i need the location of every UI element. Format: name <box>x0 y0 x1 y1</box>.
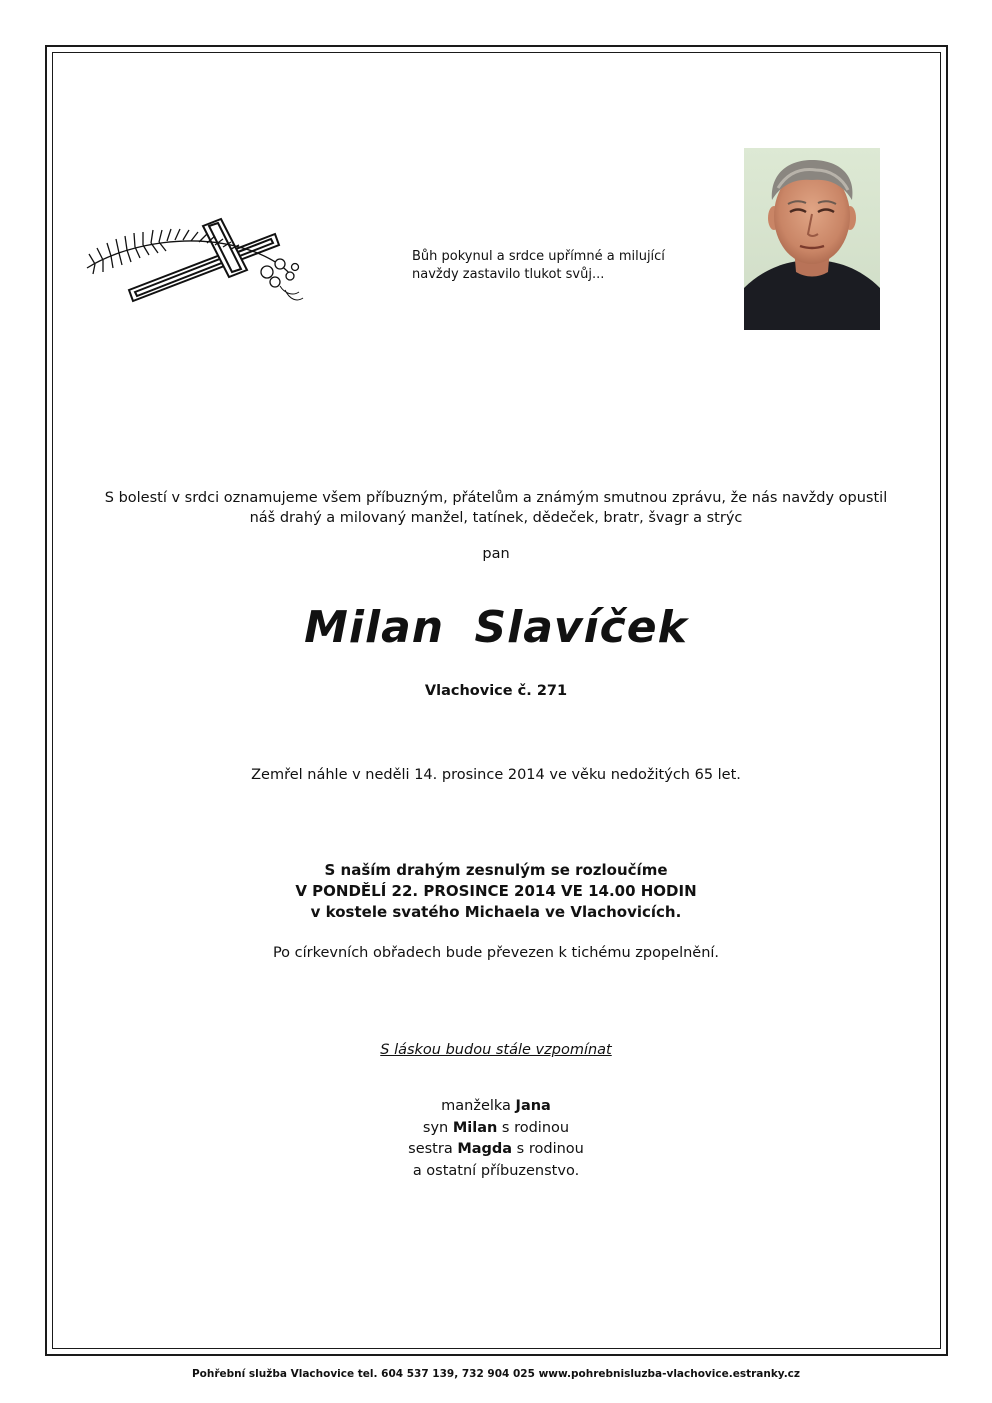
honorific: pan <box>482 546 510 562</box>
announcement-line-1: S bolestí v srdci oznamujeme všem příbuzným, přátelům a známým smutnou zprávu, že nás navždy opustil <box>104 490 888 506</box>
mourner-relation: manželka <box>441 1098 516 1114</box>
mourners-list <box>60 1096 932 1182</box>
motto-line-1: Bůh pokynul a srdce upřímné a milující <box>412 249 665 264</box>
deceased-name <box>60 602 932 653</box>
ceremony-line-3: v kostele svatého Michaela ve Vlachovicích. <box>310 903 682 921</box>
ceremony-line-1: S naším drahým zesnulým se rozloučíme <box>324 861 668 879</box>
funeral-service-footer: Pohřební služba Vlachovice tel. 604 537 139, 732 904 025 www.pohrebnisluzba-vlachovice.estranky.cz <box>191 1368 801 1380</box>
ceremony-info <box>60 860 932 923</box>
mourner-suffix: s rodinou <box>497 1119 570 1136</box>
mourner-name: Magda <box>457 1141 513 1157</box>
mourner-suffix: s rodinou <box>512 1141 584 1157</box>
mourner-relation: syn <box>422 1119 453 1136</box>
deceased-last-name: Slavíček <box>474 602 688 653</box>
announcement-text <box>60 488 932 528</box>
announcement-line-2: náš drahý a milovaný manžel, tatínek, dědeček, bratr, švagr a strýc <box>249 510 743 526</box>
mourner-line <box>60 1118 932 1140</box>
mourner-line <box>60 1096 932 1118</box>
motto-line-2: navždy zastavilo tlukot svůj... <box>412 267 605 282</box>
deceased-address: Vlachovice č. 271 <box>424 683 568 699</box>
cremation-notice: Po církevních obřadech bude převezen k tichému zpopelnění. <box>272 945 720 961</box>
mourner-relation: a ostatní příbuzenstvo. <box>412 1162 580 1179</box>
cross-with-palm-icon <box>85 212 310 307</box>
death-notice: Zemřel náhle v neděli 14. prosince 2014 ve věku nedožitých 65 let. <box>251 767 741 783</box>
mourner-relation: sestra <box>408 1141 458 1157</box>
mourner-line <box>60 1161 932 1183</box>
mourner-name: Jana <box>515 1098 551 1114</box>
deceased-first-name: Milan <box>304 602 445 653</box>
remember-heading: S láskou budou stále vzpomínat <box>380 1042 612 1058</box>
mourner-name: Milan <box>452 1119 498 1136</box>
motto-text <box>412 248 712 284</box>
ceremony-line-2: V PONDĚLÍ 22. PROSINCE 2014 VE 14.00 HODIN <box>295 882 697 900</box>
portrait-photo <box>744 148 880 330</box>
mourner-line <box>60 1139 932 1161</box>
